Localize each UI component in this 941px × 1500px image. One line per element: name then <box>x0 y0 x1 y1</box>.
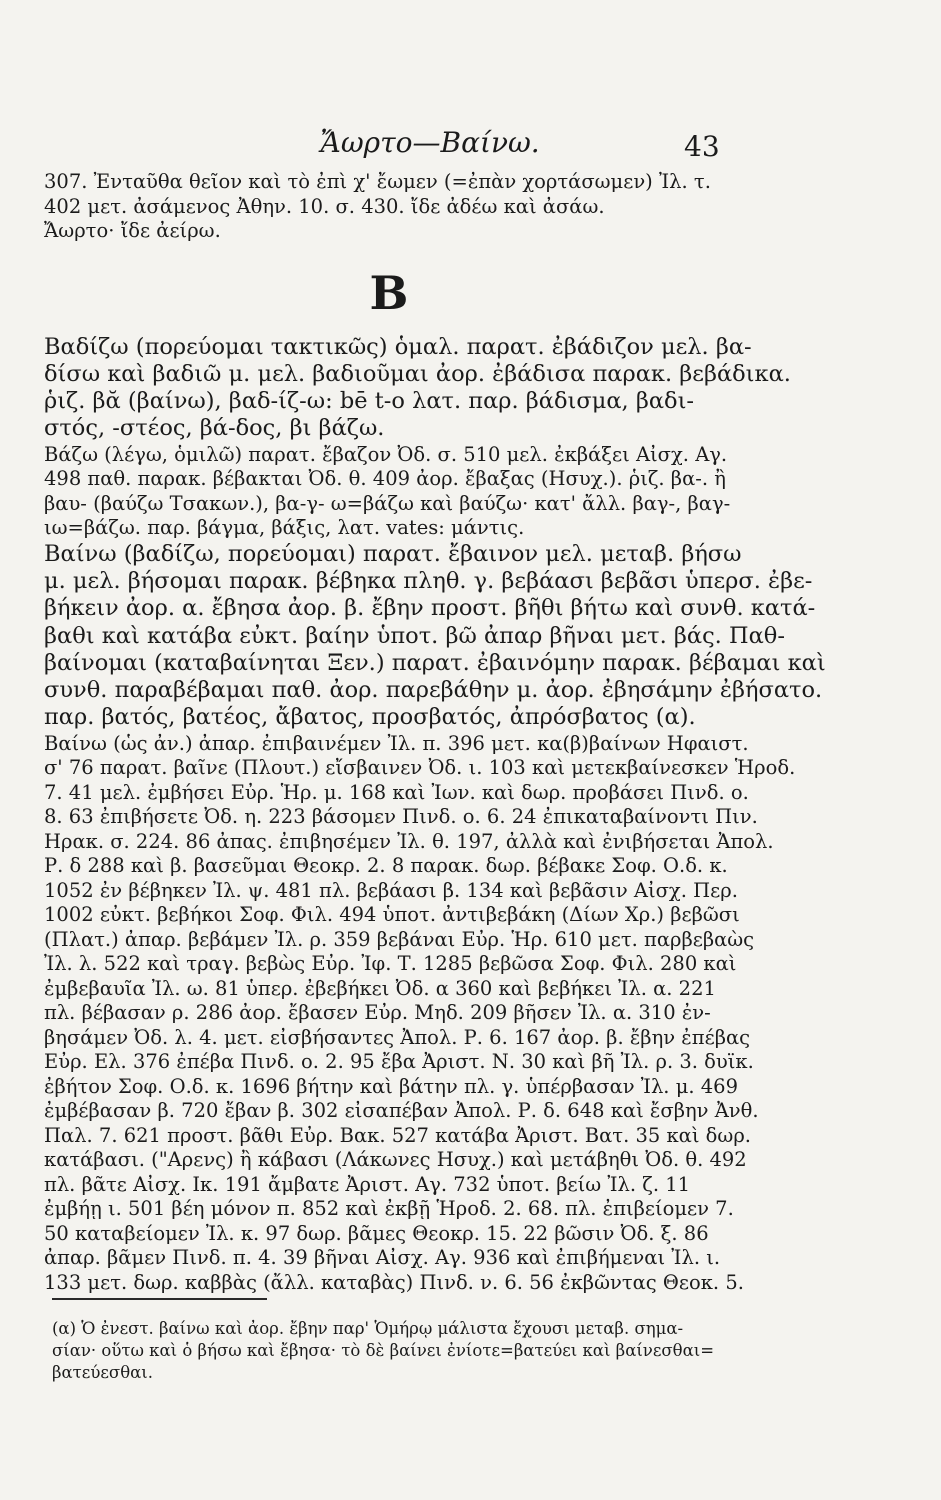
page-number: 43 <box>684 130 720 163</box>
footnote-divider <box>52 1298 267 1300</box>
entry-line: Βάζω (λέγω, ὁμιλῶ) παρατ. ἔβαζον Ὀδ. σ. 510 μελ. ἐκβάξει Αἰσχ. Αγ. <box>44 442 728 466</box>
footnote-line: βατεύεσθαι. <box>52 1363 153 1382</box>
entry-line: δίσω καὶ βαδιῶ μ. μελ. βαδιοῦμαι ἀορ. ἐβάδισα παρακ. βεβάδικα. <box>44 360 791 387</box>
entry-line: 1052 ἐν βέβηκεν Ἰλ. ψ. 481 πλ. βεβάασι β. 134 καὶ βεβᾶσιν Αἰσχ. Περ. <box>44 878 738 902</box>
entry-line: σ' 76 παρατ. βαῖνε (Πλουτ.) εἴσβαινεν Ὀδ. ι. 103 καὶ μετεκβαίνεσκεν Ἡροδ. <box>44 756 796 780</box>
entry-line: βησάμεν Ὀδ. λ. 4. μετ. εἰσβήσαντες Ἀπολ. Ρ. 6. 167 ἀορ. β. ἔβην ἐπέβας <box>44 1025 751 1049</box>
entry-line: 8. 63 ἐπιβήσετε Ὀδ. η. 223 βάσομεν Πινδ. ο. 6. 24 ἐπικαταβαίνοντι Πιν. <box>44 805 758 829</box>
entry-line: βαυ- (βαύζω Τσακων.), βα-γ- ω=βάζω καὶ βαύζω· κατ' ἄλλ. βαγ-, βαγ- <box>44 491 731 515</box>
entry-line: Ἄωρτο· ἴδε ἀείρω. <box>44 219 221 242</box>
entry-line: Βαδίζω (πορεύομαι τακτικῶς) ὁμαλ. παρατ. ἐβάδιζον μελ. βα- <box>44 333 752 360</box>
entry-line: στός, -στέος, βά-δος, βι βάζω. <box>44 415 385 442</box>
entry-line: Ρ. δ 288 καὶ β. βασεῦμαι Θεοκρ. 2. 8 παρακ. δωρ. βέβακε Σοφ. Ο.δ. κ. <box>44 854 728 878</box>
entry-line: 133 μετ. δωρ. καββὰς (ἄλλ. καταβὰς) Πινδ. ν. 6. 56 ἐκβῶντας Θεοκ. 5. <box>44 1270 744 1294</box>
entry-line: Ἰλ. λ. 522 καὶ τραγ. βεβὼς Εὐρ. Ἰφ. Τ. 1285 βεβῶσα Σοφ. Φιλ. 280 καὶ <box>44 952 737 976</box>
entry-line: ἐμβεβαυῖα Ἰλ. ω. 81 ὑπερ. ἐβεβήκει Ὀδ. α 360 καὶ βεβήκει Ἰλ. α. 221 <box>44 976 716 1000</box>
running-header <box>0 122 941 162</box>
dictionary-text <box>44 170 826 1295</box>
entry-line: ἀπαρ. βᾶμεν Πινδ. π. 4. 39 βῆναι Αἰσχ. Αγ. 936 καὶ ἐπιβήμεναι Ἰλ. ι. <box>44 1246 721 1270</box>
entry-line: 307. Ἐνταῦθα θεῖον καὶ τὸ ἐπὶ χ' ἔωμεν (=ἐπὰν χορτάσωμεν) Ἰλ. τ. <box>44 170 711 193</box>
footnotes <box>52 1318 732 1384</box>
entry-line: παρ. βατός, βατέος, ἄβατος, προσβατός, ἀπρόσβατος (α). <box>44 704 696 731</box>
entry-line: 1002 εὐκτ. βεβήκοι Σοφ. Φιλ. 494 ὑποτ. ἀντιβεβάκη (Δίων Χρ.) βεβῶσι <box>44 903 740 927</box>
entry-line: (Πλατ.) ἀπαρ. βεβάμεν Ἰλ. ρ. 359 βεβάναι Εὐρ. Ἡρ. 610 μετ. παρβεβαὼς <box>44 927 755 951</box>
entry-line: πλ. βέβασαν ρ. 286 ἀορ. ἔβασεν Εὐρ. Μηδ. 209 βῆσεν Ἰλ. α. 310 ἐν- <box>44 1001 711 1025</box>
footnote-line: (α) Ὁ ἐνεστ. βαίνω καὶ ἀορ. ἔβην παρ' Ὁμήρῳ μάλιστα ἔχουσι μεταβ. σημα- <box>52 1319 684 1338</box>
entry-line: 7. 41 μελ. ἐμβήσει Εὐρ. Ἡρ. μ. 168 καὶ Ἰων. καὶ δωρ. προβάσει Πινδ. ο. <box>44 780 749 804</box>
entry-line: βαίνομαι (καταβαίνηται Ξεν.) παρατ. ἐβαινόμην παρακ. βέβαμαι καὶ <box>44 649 826 676</box>
entry-line: 402 μετ. ἀσάμενος Ἀθην. 10. σ. 430. ἴδε ἀδέω καὶ ἀσάω. <box>44 194 605 218</box>
section-letter: Β <box>369 265 409 320</box>
entry-line: συνθ. παραβέβαμαι παθ. ἀορ. παρεβάθην μ. ἀορ. ἐβησάμην ἐβήσατο. <box>44 677 823 704</box>
entry-line: Εὐρ. Ελ. 376 ἐπέβα Πινδ. ο. 2. 95 ἔβα Ἀριστ. Ν. 30 καὶ βῆ Ἰλ. ρ. 3. δυϊκ. <box>44 1050 754 1074</box>
footnote-line: σίαν· οὕτω καὶ ὁ βήσω καὶ ἔβησα· τὸ δὲ βαίνει ἐνίοτε=βατεύει καὶ βαίνεσθαι= <box>52 1341 715 1360</box>
entry-line: 498 παθ. παρακ. βέβακται Ὀδ. θ. 409 ἀορ. ἔβαξας (Ησυχ.). ῥιζ. βα-. ἢ <box>44 467 726 491</box>
entry-line: Παλ. 7. 621 προστ. βᾶθι Εὐρ. Βακ. 527 κατάβα Ἀριστ. Βατ. 35 καὶ δωρ. <box>44 1123 751 1147</box>
entry-line: Βαίνω (βαδίζω, πορεύομαι) παρατ. ἔβαινον μελ. μεταβ. βήσω <box>44 540 742 567</box>
entry-line: κατάβασι. ("Αρενς) ἢ κάβασι (Λάκωνες Ησυχ.) καὶ μετάβηθι Ὀδ. θ. 492 <box>44 1148 747 1172</box>
entry-line: ῥιζ. βᾰ (βαίνω), βαδ-ίζ-ω: bē t-o λατ. παρ. βάδισμα, βαδι- <box>44 388 695 415</box>
entry-line: ἐβήτον Σοφ. Ο.δ. κ. 1696 βήτην καὶ βάτην πλ. γ. ὑπέρβασαν Ἰλ. μ. 469 <box>44 1074 738 1098</box>
entry-line: μ. μελ. βήσομαι παρακ. βέβηκα πληθ. γ. βεβάασι βεβᾶσι ὑπερσ. ἐβε- <box>44 567 813 594</box>
entry-line: ιω=βάζω. παρ. βάγμα, βάξις, λατ. vates: μάντις. <box>44 516 525 540</box>
entry-line: Ηρακ. σ. 224. 86 ἀπας. ἐπιβησέμεν Ἰλ. θ. 197, ἀλλὰ καὶ ἐνιβήσεται Ἀπολ. <box>44 829 774 853</box>
entry-line: ἐμβέβασαν β. 720 ἔβαν β. 302 εἰσαπέβαν Ἀπολ. Ρ. δ. 648 καὶ ἔσβην Ἀνθ. <box>44 1099 759 1123</box>
running-title: Ἄωρτο—Βαίνω. <box>320 126 540 159</box>
entry-line: πλ. βᾶτε Αἰσχ. Ικ. 191 ἄμβατε Ἀριστ. Αγ. 732 ὑποτ. βείω Ἰλ. ζ. 11 <box>44 1172 691 1196</box>
entry-line: Βαίνω (ὡς ἀν.) ἀπαρ. ἐπιβαινέμεν Ἰλ. π. 396 μετ. κα(β)βαίνων Ηφαιστ. <box>44 731 749 755</box>
entry-line: ἐμβήῃ ι. 501 βέη μόνον π. 852 καὶ ἐκβῇ Ἡροδ. 2. 68. πλ. ἐπιβείομεν 7. <box>44 1197 734 1221</box>
entry-line: βαθι καὶ κατάβα εὐκτ. βαίην ὑποτ. βῶ ἀπαρ βῆναι μετ. βάς. Παθ- <box>44 622 785 649</box>
entry-line: 50 καταβείομεν Ἰλ. κ. 97 δωρ. βᾶμες Θεοκρ. 15. 22 βῶσιν Ὀδ. ξ. 86 <box>44 1221 709 1245</box>
entry-line: βήκειν ἀορ. α. ἔβησα ἀορ. β. ἔβην προστ. βῆθι βήτω καὶ συνθ. κατά- <box>44 595 816 622</box>
